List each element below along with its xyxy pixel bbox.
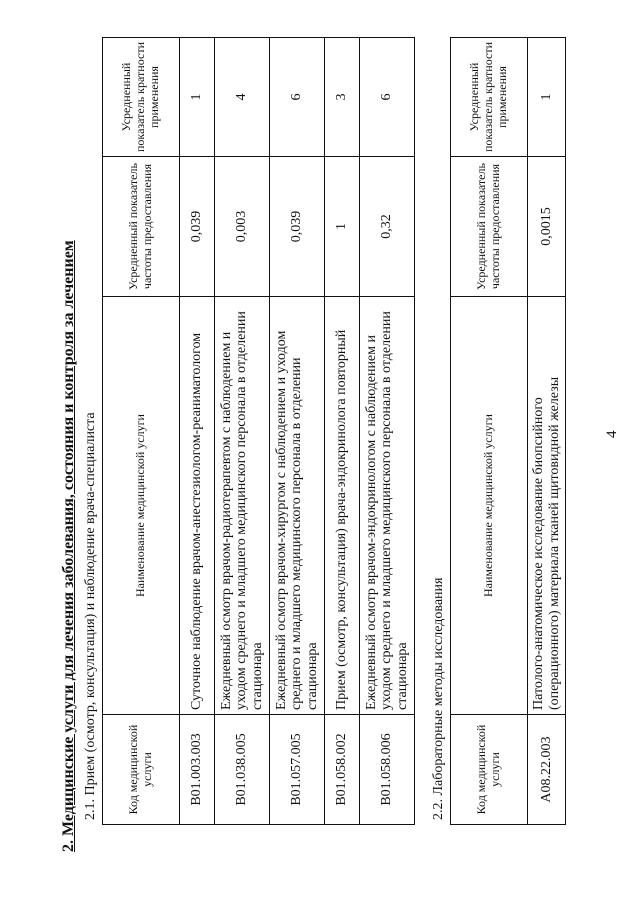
service-name: Суточное наблюдение врачом-анестезиологом-реаниматологом: [180, 297, 215, 715]
table-row: [180, 38, 215, 825]
service-name: Прием (осмотр, консультация) врача-эндокринолога повторный: [325, 297, 360, 715]
header-code: Код медицинской услуги: [103, 715, 180, 825]
service-code: B01.003.003: [180, 715, 215, 825]
multiplicity-value: 3: [325, 38, 360, 157]
service-name: Ежедневный осмотр врачом-эндокринологом с наблюдением и уходом среднего и младшего медицинского персонала в отделении стационара: [360, 297, 415, 715]
multiplicity-value: 4: [215, 38, 270, 157]
frequency-value: 0,039: [270, 157, 325, 297]
table-row: [215, 38, 270, 825]
service-code: B01.058.006: [360, 715, 415, 825]
service-code: B01.058.002: [325, 715, 360, 825]
table-row: [528, 38, 566, 825]
multiplicity-value: 6: [270, 38, 325, 157]
frequency-value: 0,32: [360, 157, 415, 297]
header-multiplicity: Усредненный показатель кратности применения: [103, 38, 180, 157]
service-name: Ежедневный осмотр врачом-радиотерапевтом с наблюдением и уходом среднего и младшего медицинского персонала в отделении стационара: [215, 297, 270, 715]
page-number: 4: [604, 430, 620, 438]
header-frequency: Усредненный показатель частоты предоставления: [451, 157, 528, 297]
subsection-title-2-2: 2.2. Лабораторные методы исследования: [431, 577, 446, 820]
subsection-title-2-1: 2.1. Прием (осмотр, консультация) и наблюдение врача-специалиста: [83, 412, 98, 820]
table-row: [325, 38, 360, 825]
frequency-value: 0,0015: [528, 157, 566, 297]
multiplicity-value: 1: [528, 38, 566, 157]
services-table-lab: [450, 37, 566, 825]
service-code: A08.22.003: [528, 715, 566, 825]
table-row: [360, 38, 415, 825]
frequency-value: 1: [325, 157, 360, 297]
header-frequency: Усредненный показатель частоты предоставления: [103, 157, 180, 297]
service-name: Патолого-анатомическое исследование биопсийного (операционного) материала тканей щитовидной железы: [528, 297, 566, 715]
header-multiplicity: Усредненный показатель кратности применения: [451, 38, 528, 157]
service-code: B01.057.005: [270, 715, 325, 825]
table-row: [270, 38, 325, 825]
service-name: Ежедневный осмотр врачом-хирургом с наблюдением и уходом среднего и младшего медицинского персонала в отделении стационара: [270, 297, 325, 715]
header-name: Наименование медицинской услуги: [103, 297, 180, 715]
service-code: B01.038.005: [215, 715, 270, 825]
table-header-row: [451, 38, 528, 825]
table-header-row: [103, 38, 180, 825]
header-name: Наименование медицинской услуги: [451, 297, 528, 715]
frequency-value: 0,003: [215, 157, 270, 297]
frequency-value: 0,039: [180, 157, 215, 297]
header-code: Код медицинской услуги: [451, 715, 528, 825]
services-table-consultations: [102, 37, 415, 825]
multiplicity-value: 6: [360, 38, 415, 157]
section-title: 2. Медицинские услуги для лечения заболевания, состояния и контроля за лечением: [60, 240, 77, 852]
multiplicity-value: 1: [180, 38, 215, 157]
